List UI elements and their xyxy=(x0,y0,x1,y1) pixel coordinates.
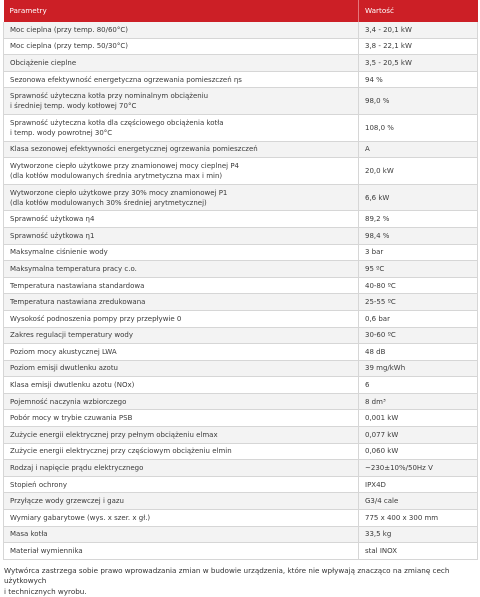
value-cell: 95 ºC xyxy=(359,261,478,278)
param-text: Pobór mocy w trybie czuwania PSB xyxy=(10,414,133,423)
value-cell: 48 dB xyxy=(359,344,478,361)
param-cell xyxy=(4,277,359,294)
table-row xyxy=(4,227,478,244)
value-cell: 108,0 % xyxy=(359,114,478,141)
param-cell xyxy=(4,22,359,38)
param-text: Maksymalna temperatura pracy c.o. xyxy=(10,264,137,273)
param-cell xyxy=(4,393,359,410)
value-cell: 20,0 kW xyxy=(359,158,478,185)
table-row xyxy=(4,141,478,158)
param-cell xyxy=(4,427,359,444)
param-text: Wymiary gabarytowe (wys. x szer. x gł.) xyxy=(10,513,151,522)
param-text: Temperatura nastawiana zredukowana xyxy=(10,298,146,307)
value-cell: 39 mg/kWh xyxy=(359,360,478,377)
table-row xyxy=(4,277,478,294)
value-cell: 0,077 kW xyxy=(359,427,478,444)
param-cell xyxy=(4,327,359,344)
table-body xyxy=(4,22,478,559)
value-cell: stal INOX xyxy=(359,543,478,560)
value-cell: 8 dm³ xyxy=(359,393,478,410)
disclaimer-line1: Wytwórca zastrzega sobie prawo wprowadzania zmian w budowie urządzenia, które nie wpływają znacząco na zmianę cech użytkowych xyxy=(4,565,450,586)
value-cell: A xyxy=(359,141,478,158)
table-row xyxy=(4,22,478,38)
table-row xyxy=(4,261,478,278)
param-text: Sezonowa efektywność energetyczna ogrzewania pomieszczeń ηs xyxy=(10,75,242,84)
param-text: Klasa sezonowej efektywności energetycznej ogrzewania pomieszczeń xyxy=(10,145,258,154)
param-text-line2: i średniej temp. wody kotłowej 70°C xyxy=(10,102,137,111)
table-row xyxy=(4,543,478,560)
table-header-row xyxy=(4,0,478,22)
param-text: Materiał wymiennika xyxy=(10,547,83,556)
param-cell xyxy=(4,158,359,185)
param-cell xyxy=(4,184,359,211)
param-cell xyxy=(4,543,359,560)
param-text-line2: (dla kotłów modulowanych 30% średniej arytmetycznej) xyxy=(10,198,207,207)
param-cell xyxy=(4,310,359,327)
value-cell: 98,0 % xyxy=(359,88,478,115)
param-cell xyxy=(4,261,359,278)
table-row xyxy=(4,427,478,444)
value-cell: 30-60 ºC xyxy=(359,327,478,344)
table-row xyxy=(4,71,478,88)
table-row xyxy=(4,244,478,261)
value-cell: 98,4 % xyxy=(359,227,478,244)
header-param: Parametry xyxy=(4,0,359,22)
value-cell: 3 bar xyxy=(359,244,478,261)
table-row xyxy=(4,327,478,344)
param-text: Sprawność użytkowa η4 xyxy=(10,215,95,224)
param-text: Wytworzone ciepło użytkowe przy znamionowej mocy cieplnej P4 xyxy=(10,161,240,170)
param-text: Zużycie energii elektrycznej przy częściowym obciążeniu elmin xyxy=(10,447,232,456)
param-text: Pojemność naczynia wzbiorczego xyxy=(10,397,127,406)
param-text: Maksymalne ciśnienie wody xyxy=(10,248,108,257)
value-cell: 3,8 - 22,1 kW xyxy=(359,38,478,55)
table-row xyxy=(4,38,478,55)
table-row xyxy=(4,310,478,327)
table-row xyxy=(4,510,478,527)
param-cell xyxy=(4,227,359,244)
table-row xyxy=(4,493,478,510)
value-cell: 33,5 kg xyxy=(359,526,478,543)
table-row xyxy=(4,158,478,185)
table-row xyxy=(4,410,478,427)
value-cell: 40-80 ºC xyxy=(359,277,478,294)
param-text: Temperatura nastawiana standardowa xyxy=(10,281,145,290)
param-cell xyxy=(4,460,359,477)
table-row xyxy=(4,443,478,460)
param-cell xyxy=(4,476,359,493)
table-row xyxy=(4,526,478,543)
spec-table xyxy=(3,0,478,560)
param-cell xyxy=(4,360,359,377)
param-text: Masa kotła xyxy=(10,530,48,539)
param-text: Sprawność użyteczna kotła przy nominalnym obciążeniu xyxy=(10,92,209,101)
param-text-line2: (dla kotłów modulowanych średnia arytmetyczna max i min) xyxy=(10,171,223,180)
param-cell xyxy=(4,244,359,261)
param-cell xyxy=(4,141,359,158)
param-cell xyxy=(4,71,359,88)
table-row xyxy=(4,360,478,377)
param-cell xyxy=(4,443,359,460)
param-text: Wytworzone ciepło użytkowe przy 30% mocy znamionowej P1 xyxy=(10,188,228,197)
param-text: Zużycie energii elektrycznej przy pełnym obciążeniu elmax xyxy=(10,430,218,439)
param-cell xyxy=(4,493,359,510)
value-cell: 3,5 - 20,5 kW xyxy=(359,55,478,72)
param-text: Poziom emisji dwutlenku azotu xyxy=(10,364,118,373)
value-cell: ~230±10%/50Hz V xyxy=(359,460,478,477)
param-cell xyxy=(4,410,359,427)
param-text: Zakres regulacji temperatury wody xyxy=(10,331,133,340)
disclaimer-line2: i technicznych wyrobu. xyxy=(4,586,87,596)
param-text-line2: i temp. wody powrotnej 30°C xyxy=(10,128,113,137)
table-row xyxy=(4,184,478,211)
value-cell: 775 x 400 x 300 mm xyxy=(359,510,478,527)
value-cell: G3/4 cale xyxy=(359,493,478,510)
table-row xyxy=(4,114,478,141)
table-row xyxy=(4,294,478,311)
disclaimer-note xyxy=(3,566,479,597)
value-cell: 89,2 % xyxy=(359,211,478,228)
table-row xyxy=(4,344,478,361)
table-row xyxy=(4,377,478,394)
param-text: Moc cieplna (przy temp. 80/60°C) xyxy=(10,25,128,34)
param-text: Poziom mocy akustycznej LWA xyxy=(10,347,117,356)
value-cell: 0,060 kW xyxy=(359,443,478,460)
param-text: Wysokość podnoszenia pompy przy przepływie 0 xyxy=(10,314,182,323)
value-cell: 6 xyxy=(359,377,478,394)
param-cell xyxy=(4,114,359,141)
param-cell xyxy=(4,344,359,361)
value-cell: 3,4 - 20,1 kW xyxy=(359,22,478,38)
param-text: Sprawność użytkowa η1 xyxy=(10,231,95,240)
param-cell xyxy=(4,377,359,394)
param-cell xyxy=(4,55,359,72)
param-cell xyxy=(4,211,359,228)
param-cell xyxy=(4,294,359,311)
value-cell: 0,001 kW xyxy=(359,410,478,427)
param-text: Obciążenie cieplne xyxy=(10,58,77,67)
value-cell: IPX4D xyxy=(359,476,478,493)
table-row xyxy=(4,393,478,410)
value-cell: 6,6 kW xyxy=(359,184,478,211)
param-text: Sprawność użyteczna kotła dla częściowego obciążenia kotła xyxy=(10,118,224,127)
table-row xyxy=(4,211,478,228)
spec-container xyxy=(3,0,477,597)
param-text: Przyłącze wody grzewczej i gazu xyxy=(10,497,124,506)
table-row xyxy=(4,55,478,72)
header-value: Wartość xyxy=(359,0,478,22)
param-cell xyxy=(4,526,359,543)
param-cell xyxy=(4,38,359,55)
param-text: Moc cieplna (przy temp. 50/30°C) xyxy=(10,42,128,51)
param-text: Klasa emisji dwutlenku azotu (NOx) xyxy=(10,381,135,390)
table-row xyxy=(4,476,478,493)
table-row xyxy=(4,460,478,477)
param-cell xyxy=(4,510,359,527)
param-cell xyxy=(4,88,359,115)
param-text: Stopień ochrony xyxy=(10,480,67,489)
value-cell: 25-55 ºC xyxy=(359,294,478,311)
param-text: Rodzaj i napięcie prądu elektrycznego xyxy=(10,464,144,473)
value-cell: 94 % xyxy=(359,71,478,88)
value-cell: 0,6 bar xyxy=(359,310,478,327)
table-row xyxy=(4,88,478,115)
